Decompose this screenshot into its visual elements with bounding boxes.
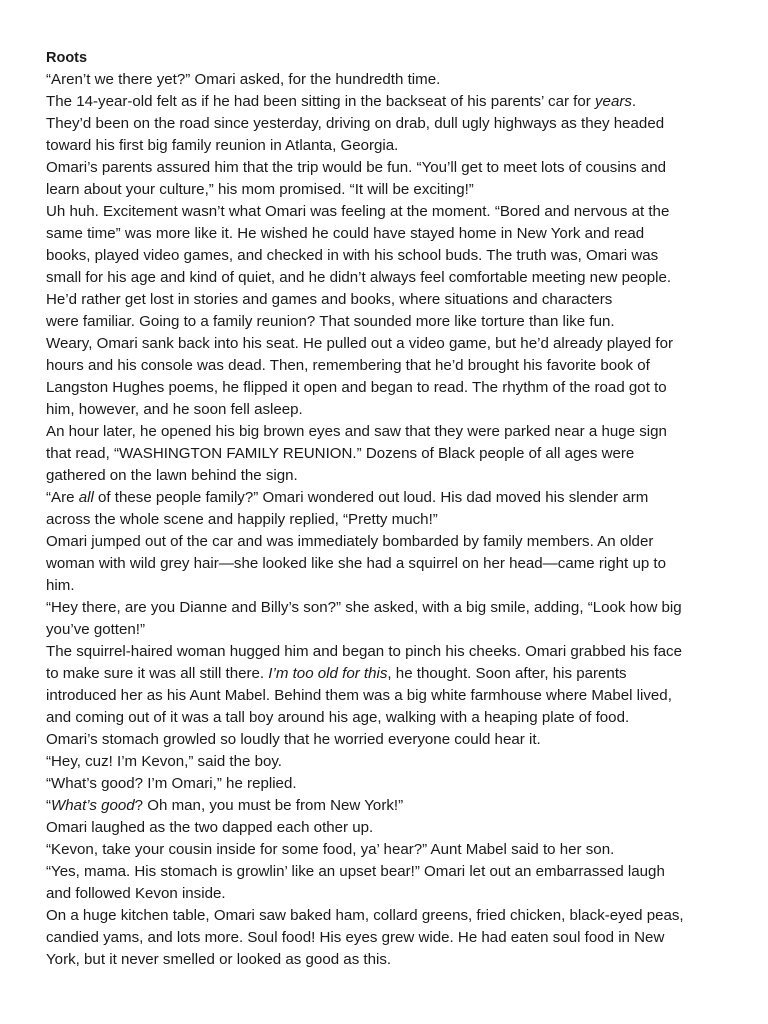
text-segment: The 14-year-old felt as if he had been sitting in the backseat of his parents’ car for xyxy=(46,93,595,110)
text-segment: Omari laughed as the two dapped each other up. xyxy=(46,819,374,836)
text-line xyxy=(46,531,746,553)
text-line xyxy=(46,839,746,861)
text-line xyxy=(46,69,746,91)
text-line xyxy=(46,223,746,245)
text-segment: . xyxy=(631,93,637,110)
text-line xyxy=(46,641,746,663)
text-line xyxy=(46,377,746,399)
text-segment: “ xyxy=(46,797,52,814)
text-line xyxy=(46,663,746,685)
text-segment: Langston Hughes poems, he flipped it open and began to read. The rhythm of the road got to xyxy=(46,379,667,396)
text-segment: Uh huh. Excitement wasn’t what Omari was feeling at the moment. “Bored and nervous at the xyxy=(46,203,670,220)
text-segment: and coming out of it was a tall boy around his age, walking with a heaping plate of food. xyxy=(46,709,630,726)
text-segment: him. xyxy=(46,577,75,594)
text-line xyxy=(46,597,746,619)
text-segment: “Aren’t we there yet?” Omari asked, for the hundredth time. xyxy=(46,71,441,88)
italic-text: I’m too old for this xyxy=(268,665,388,682)
text-segment: of these people family?” Omari wondered out loud. His dad moved his slender arm xyxy=(93,489,649,506)
text-line xyxy=(46,729,746,751)
text-line xyxy=(46,465,746,487)
text-segment: “Kevon, take your cousin inside for some food, ya’ hear?” Aunt Mabel said to her son. xyxy=(46,841,615,858)
text-line xyxy=(46,773,746,795)
text-line xyxy=(46,201,746,223)
text-line xyxy=(46,795,746,817)
text-line xyxy=(46,421,746,443)
text-segment: and followed Kevon inside. xyxy=(46,885,226,902)
text-segment: that read, “WASHINGTON FAMILY REUNION.” Dozens of Black people of all ages were xyxy=(46,445,635,462)
text-segment: same time” was more like it. He wished he could have stayed home in New York and read xyxy=(46,225,645,242)
text-segment: “Hey there, are you Dianne and Billy’s son?” she asked, with a big smile, adding, “Look how big xyxy=(46,599,682,616)
text-line xyxy=(46,157,746,179)
text-line xyxy=(46,135,746,157)
text-segment: woman with wild grey hair—she looked like she had a squirrel on her head—came right up to xyxy=(46,555,667,572)
text-segment: He’d rather get lost in stories and games and books, where situations and characters xyxy=(46,291,613,308)
text-segment: ? Oh man, you must be from New York!” xyxy=(134,797,404,814)
text-line xyxy=(46,289,746,311)
text-segment: Omari’s parents assured him that the trip would be fun. “You’ll get to meet lots of cousins and xyxy=(46,159,667,176)
text-segment: books, played video games, and checked in with his school buds. The truth was, Omari was xyxy=(46,247,659,264)
text-segment: “What’s good? I’m Omari,” he replied. xyxy=(46,775,297,792)
text-line xyxy=(46,575,746,597)
text-line xyxy=(46,399,746,421)
text-segment: “Are xyxy=(46,489,79,506)
text-line xyxy=(46,883,746,905)
text-segment: toward his first big family reunion in Atlanta, Georgia. xyxy=(46,137,399,154)
text-segment: The squirrel-haired woman hugged him and began to pinch his cheeks. Omari grabbed his face xyxy=(46,643,682,660)
text-line xyxy=(46,685,746,707)
text-line xyxy=(46,487,746,509)
document-page xyxy=(46,48,746,971)
text-line xyxy=(46,333,746,355)
text-line xyxy=(46,113,746,135)
text-segment: “Hey, cuz! I’m Kevon,” said the boy. xyxy=(46,753,283,770)
text-segment: Omari jumped out of the car and was immediately bombarded by family members. An older xyxy=(46,533,654,550)
text-line xyxy=(46,861,746,883)
text-segment: small for his age and kind of quiet, and he didn’t always feel comfortable meeting new people. xyxy=(46,269,672,286)
text-segment: candied yams, and lots more. Soul food! His eyes grew wide. He had eaten soul food in New xyxy=(46,929,665,946)
text-line xyxy=(46,267,746,289)
text-line xyxy=(46,927,746,949)
text-line xyxy=(46,179,746,201)
text-line xyxy=(46,817,746,839)
text-segment: gathered on the lawn behind the sign. xyxy=(46,467,298,484)
text-segment: , he thought. Soon after, his parents xyxy=(387,665,627,682)
text-line xyxy=(46,619,746,641)
text-segment: Omari’s stomach growled so loudly that he worried everyone could hear it. xyxy=(46,731,541,748)
text-segment: him, however, and he soon fell asleep. xyxy=(46,401,303,418)
text-line xyxy=(46,311,746,333)
text-line xyxy=(46,245,746,267)
text-line xyxy=(46,91,746,113)
text-segment: On a huge kitchen table, Omari saw baked ham, collard greens, fried chicken, black-eyed peas, xyxy=(46,907,684,924)
text-segment: were familiar. Going to a family reunion? That sounded more like torture than like fun. xyxy=(46,313,615,330)
text-line xyxy=(46,707,746,729)
text-line xyxy=(46,751,746,773)
text-segment: to make sure it was all still there. xyxy=(46,665,269,682)
story-title: Roots xyxy=(46,50,88,66)
text-segment: hours and his console was dead. Then, remembering that he’d brought his favorite book of xyxy=(46,357,650,374)
story-body xyxy=(46,69,746,971)
text-line xyxy=(46,553,746,575)
text-segment: introduced her as his Aunt Mabel. Behind them was a big white farmhouse where Mabel lived, xyxy=(46,687,672,704)
text-line xyxy=(46,443,746,465)
text-line xyxy=(46,949,746,971)
text-line xyxy=(46,509,746,531)
text-line xyxy=(46,905,746,927)
text-segment: you’ve gotten!” xyxy=(46,621,146,638)
italic-text: all xyxy=(78,489,94,506)
text-segment: An hour later, he opened his big brown eyes and saw that they were parked near a huge sign xyxy=(46,423,667,440)
text-segment: across the whole scene and happily replied, “Pretty much!” xyxy=(46,511,438,528)
italic-text: What’s good xyxy=(51,797,135,814)
text-segment: They’d been on the road since yesterday, driving on drab, dull ugly highways as they headed xyxy=(46,115,665,132)
text-segment: learn about your culture,” his mom promised. “It will be exciting!” xyxy=(46,181,474,198)
text-segment: Weary, Omari sank back into his seat. He pulled out a video game, but he’d already played for xyxy=(46,335,674,352)
text-segment: York, but it never smelled or looked as good as this. xyxy=(46,951,392,968)
text-segment: “Yes, mama. His stomach is growlin’ like an upset bear!” Omari let out an embarrassed laugh xyxy=(46,863,665,880)
text-line xyxy=(46,355,746,377)
italic-text: years xyxy=(595,93,632,110)
